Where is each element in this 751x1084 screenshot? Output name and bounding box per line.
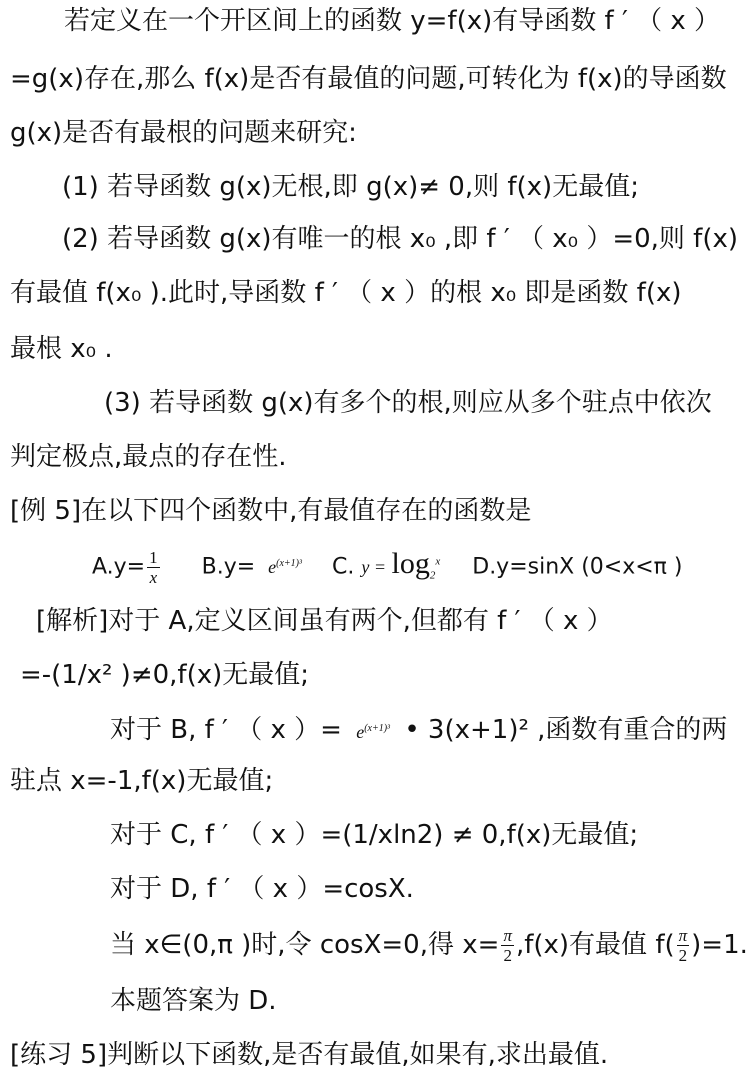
option-a-numerator: 1 — [149, 547, 158, 567]
case-2-line-1: (2) 若导函数 g(x)有唯一的根 x₀ ,即 f ′ （ x₀ ）=0,则 f(x) — [62, 224, 739, 254]
b-tail: 3(x+1)² ,函数有重合的两 — [427, 715, 728, 745]
pi-numerator: π — [503, 926, 512, 945]
b-exp-power: (x+1)³ — [364, 723, 391, 734]
answer: 本题答案为 D. — [110, 986, 277, 1016]
two-denominator-2: 2 — [678, 946, 688, 965]
two-denominator: 2 — [503, 946, 512, 965]
b-exponential — [356, 722, 390, 742]
case-3-line-2: 判定极点,最点的存在性. — [10, 442, 287, 472]
pi-numerator-2: π — [678, 926, 688, 945]
example-5-title: [例 5]在以下四个函数中,有最值存在的函数是 — [10, 496, 532, 526]
paragraph-intro-line-3: g(x)是否有最根的问题来研究: — [10, 118, 357, 148]
example-options — [92, 545, 683, 593]
option-b-exponential — [268, 557, 302, 577]
paragraph-intro-line-2: =g(x)存在,那么 f(x)是否有最值的问题,可转化为 f(x)的导函数 — [10, 64, 727, 94]
solution-d: 对于 D, f ′ （ x ）=cosX. — [110, 874, 414, 904]
pi-over-2-fraction — [501, 926, 514, 965]
b-lead: 对于 B, f ′ （ x ）= — [110, 715, 342, 745]
b-bullet: • — [404, 715, 420, 745]
solution-d-detail — [110, 926, 748, 965]
d-pre: 当 x∈(0,π )时,令 cosX=0,得 x= — [110, 930, 500, 960]
exp-base: e — [268, 557, 277, 578]
pi-over-2-fraction-2 — [677, 926, 690, 965]
solution-line-2: =-(1/x² )≠0,f(x)无最值; — [20, 660, 310, 690]
log-base: 2 — [429, 569, 436, 582]
paragraph-intro-line-1: 若定义在一个开区间上的函数 y=f(x)有导函数 f ′ （ x ） — [64, 6, 721, 36]
option-c-prefix: C. — [332, 554, 355, 580]
solution-c: 对于 C, f ′ （ x ）=(1/xln2) ≠ 0,f(x)无最值; — [110, 820, 639, 850]
log-word: log — [391, 547, 430, 581]
case-2-line-2: 有最值 f(x₀ ).此时,导函数 f ′ （ x ）的根 x₀ 即是函数 f(x) — [10, 278, 682, 308]
option-d: D.y=sinX (0<x<π ) — [472, 554, 683, 580]
case-2-line-3: 最根 x₀ . — [10, 334, 113, 364]
option-a-prefix: A.y= — [92, 554, 146, 580]
d-post: )=1. — [691, 930, 748, 960]
option-b-prefix: B.y= — [201, 554, 256, 580]
solution-line-1: [解析]对于 A,定义区间虽有两个,但都有 f ′ （ x ） — [36, 606, 613, 636]
exercise-5-title: [练习 5]判断以下函数,是否有最值,如果有,求出最值. — [10, 1040, 609, 1070]
case-1: (1) 若导函数 g(x)无根,即 g(x)≠ 0,则 f(x)无最值; — [62, 172, 639, 202]
log-y: y = — [361, 557, 387, 578]
option-a-fraction — [147, 548, 160, 587]
solution-b-line-1 — [110, 712, 727, 749]
d-mid: ,f(x)有最值 f( — [515, 930, 675, 960]
solution-b-line-2: 驻点 x=-1,f(x)无最值; — [10, 766, 274, 796]
option-c-log — [361, 547, 441, 582]
case-3-line-1: (3) 若导函数 g(x)有多个的根,则应从多个驻点中依次 — [104, 388, 712, 418]
log-arg: x — [435, 556, 441, 568]
option-a-denominator: x — [149, 567, 158, 587]
b-exp-base: e — [356, 722, 365, 742]
exp-power: (x+1)³ — [276, 558, 303, 570]
